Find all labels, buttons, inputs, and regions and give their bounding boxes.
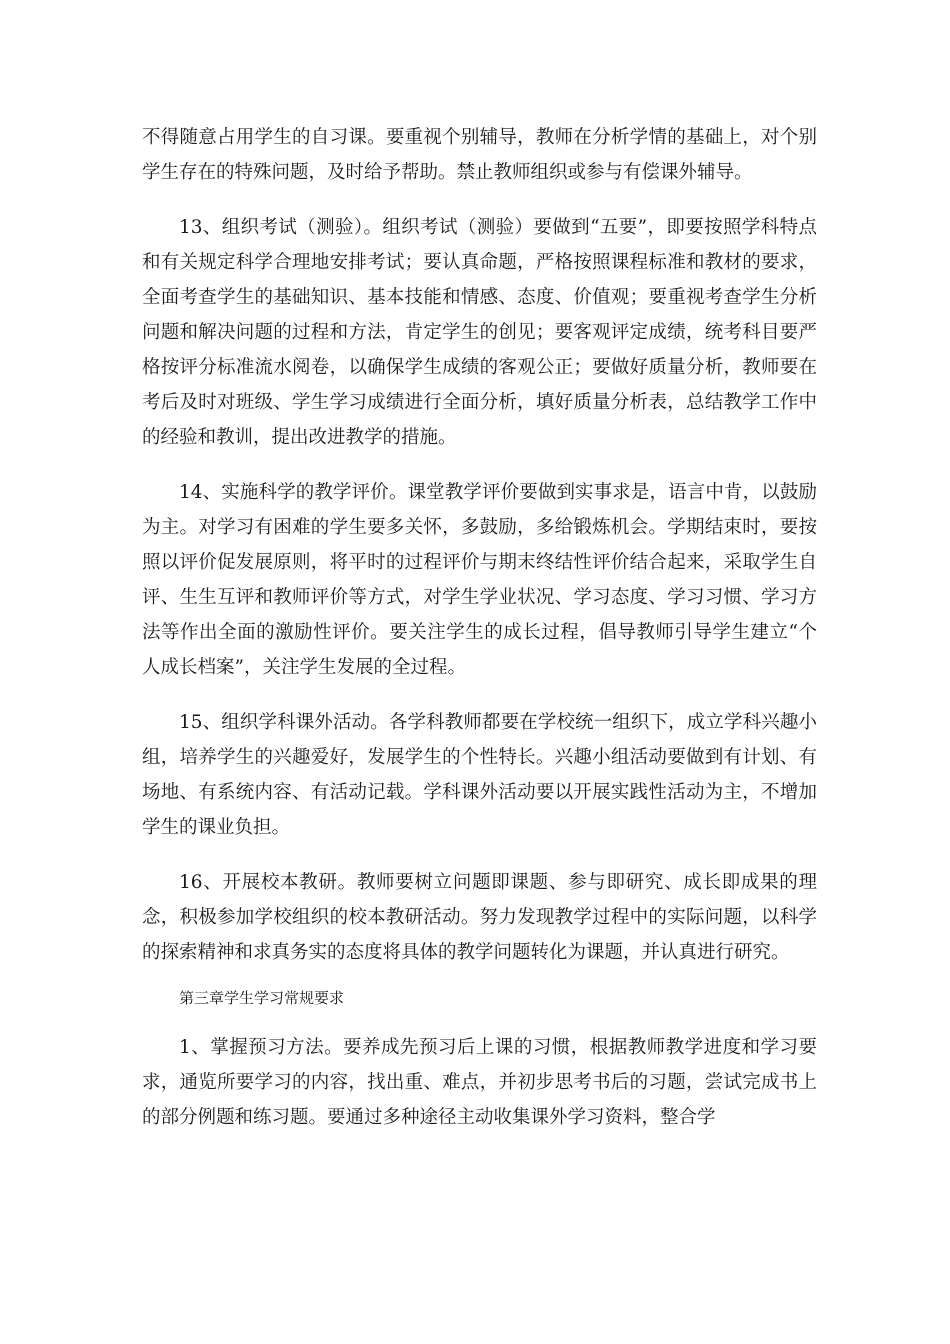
- chapter-heading: 第三章学生学习常规要求: [179, 989, 345, 1007]
- paragraph-item-16: 16、开展校本教研。教师要树立问题即课题、参与即研究、成长即成果的理念，积极参加学校组织的校本教研活动。努力发现教学过程中的实际问题，以科学的探索精神和求真务实的态度将具体的教学问题转化为课题，并认真进行研究。: [142, 872, 817, 963]
- paragraph-item-13: 13、组织考试（测验）。组织考试（测验）要做到“五要”，即要按照学科特点和有关规定科学合理地安排考试；要认真命题，严格按照课程标准和教材的要求，全面考查学生的基础知识、基本技能和情感、态度、价值观；要重视考查学生分析问题和解决问题的过程和方法，肯定学生的创见；要客观评定成绩，统考科目要严格按评分标准流水阅卷，以确保学生成绩的客观公正；要做好质量分析，教师要在考后及时对班级、学生学习成绩进行全面分析，填好质量分析表，总结教学工作中的经验和教训，提出改进教学的措施。: [142, 217, 817, 448]
- paragraph-item-15: 15、组织学科课外活动。各学科教师都要在学校统一组织下，成立学科兴趣小组，培养学生的兴趣爱好，发展学生的个性特长。兴趣小组活动要做到有计划、有场地、有系统内容、有活动记载。学科课外活动要以开展实践性活动为主，不增加学生的课业负担。: [142, 712, 817, 838]
- paragraph-item-14: 14、实施科学的教学评价。课堂教学评价要做到实事求是，语言中肯，以鼓励为主。对学习有困难的学生要多关怀，多鼓励，多给锻炼机会。学期结束时，要按照以评价促发展原则，将平时的过程评价与期末终结性评价结合起来，采取学生自评、生生互评和教师评价等方式，对学生学业状况、学习态度、学习习惯、学习方法等作出全面的激励性评价。要关注学生的成长过程，倡导教师引导学生建立“个人成长档案”，关注学生发展的全过程。: [142, 482, 817, 678]
- paragraph-continuation: 不得随意占用学生的自习课。要重视个别辅导，教师在分析学情的基础上，对个别学生存在的特殊问题，及时给予帮助。禁止教师组织或参与有偿课外辅导。: [142, 127, 817, 183]
- document-body: [142, 120, 817, 1155]
- paragraph-item-1: 1、掌握预习方法。要养成先预习后上课的习惯，根据教师教学进度和学习要求，通览所要学习的内容，找出重、难点，并初步思考书后的习题，尝试完成书上的部分例题和练习题。要通过多种途径主动收集课外学习资料，整合学: [142, 1037, 817, 1128]
